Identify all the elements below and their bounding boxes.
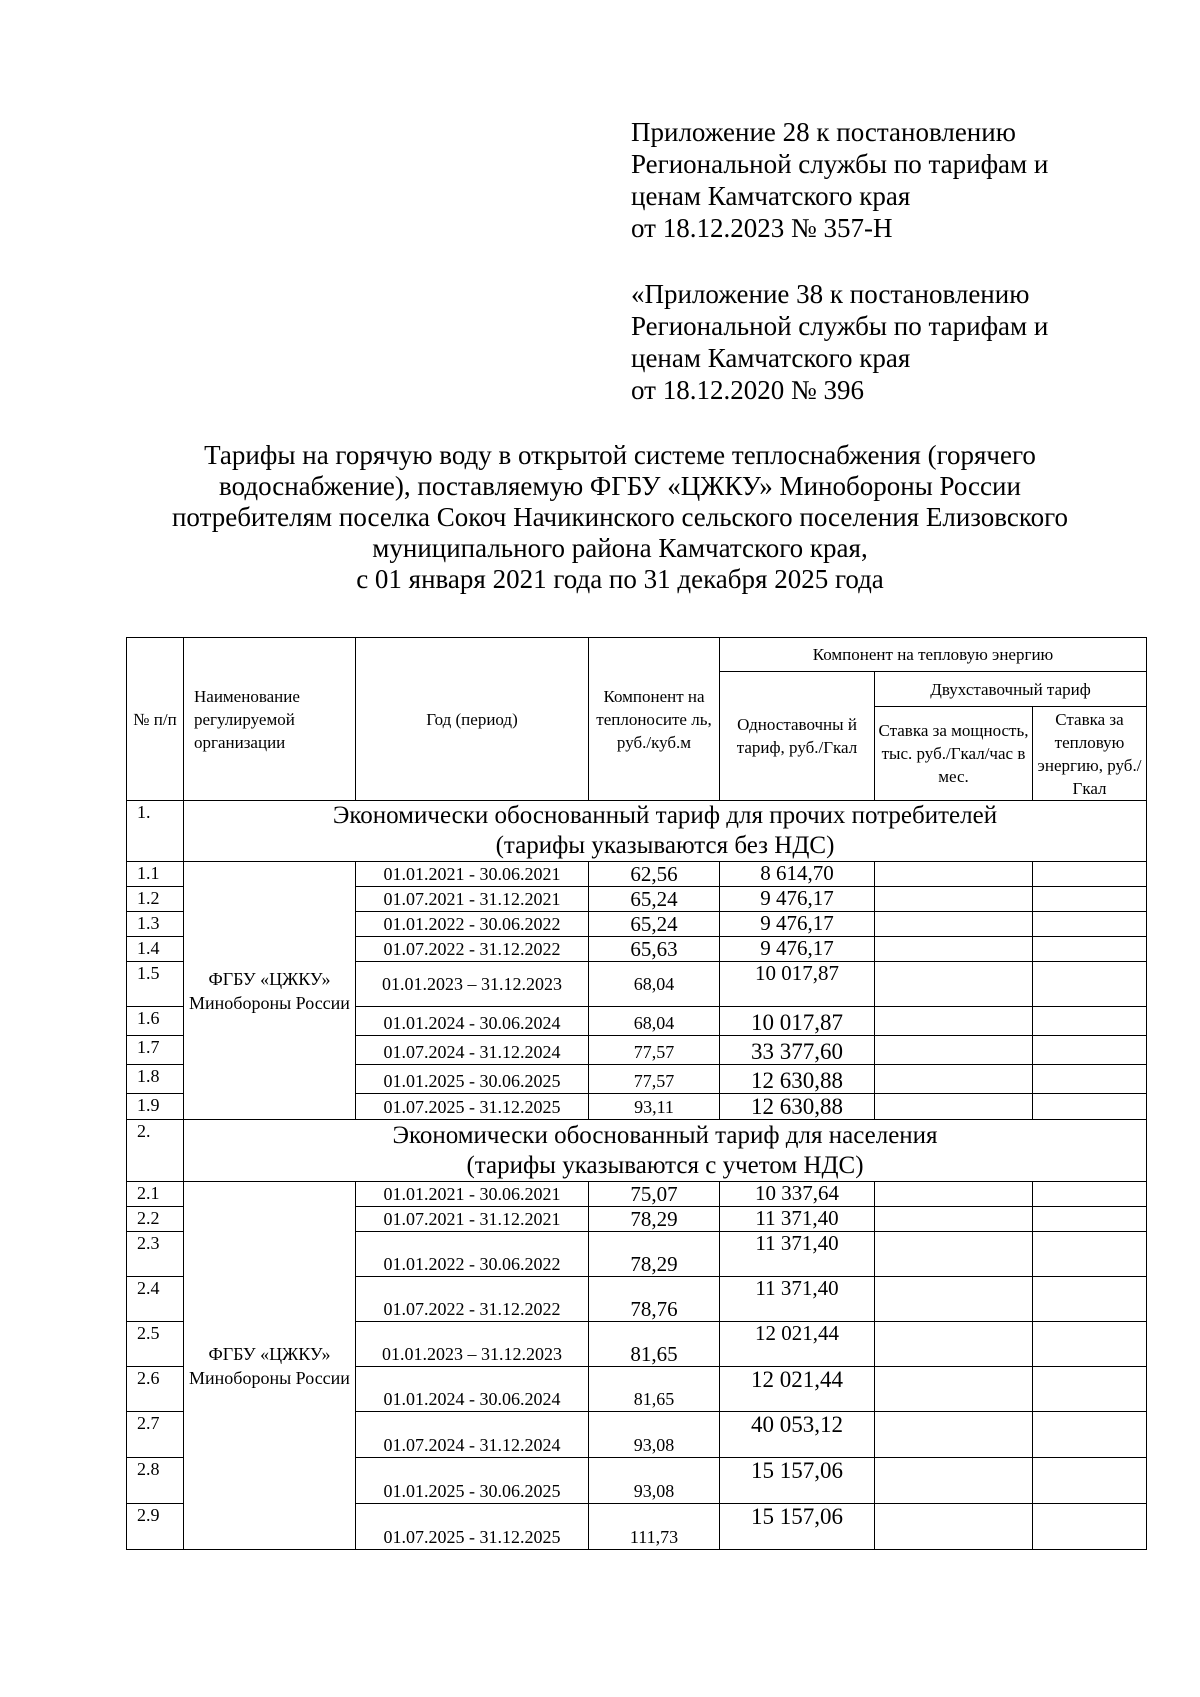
row-num: 2.7 xyxy=(127,1412,184,1458)
row-num: 1.9 xyxy=(127,1094,184,1120)
row-carrier: 75,07 xyxy=(589,1182,720,1207)
appendix-current-line: Региональной службы по тарифам и xyxy=(631,149,1049,179)
row-num: 2.8 xyxy=(127,1458,184,1504)
row-num: 1.8 xyxy=(127,1065,184,1094)
row-capacity xyxy=(875,1182,1033,1207)
row-carrier: 78,76 xyxy=(589,1277,720,1322)
row-carrier: 78,29 xyxy=(589,1232,720,1277)
appendix-current-line: ценам Камчатского края xyxy=(631,181,911,211)
appendix-current-line: от 18.12.2023 № 357-Н xyxy=(631,213,893,243)
row-period: 01.07.2024 - 31.12.2024 xyxy=(356,1036,589,1065)
header-period: Год (период) xyxy=(356,638,589,801)
row-carrier: 68,04 xyxy=(589,962,720,1007)
row-capacity xyxy=(875,1094,1033,1120)
row-period: 01.01.2022 - 30.06.2022 xyxy=(356,912,589,937)
header-heat-component: Компонент на тепловую энергию xyxy=(720,638,1147,672)
row-capacity xyxy=(875,1458,1033,1504)
table-row xyxy=(127,862,1147,887)
row-period: 01.01.2023 – 31.12.2023 xyxy=(356,1322,589,1367)
row-one-part: 10 017,87 xyxy=(720,962,875,1007)
row-capacity xyxy=(875,1367,1033,1412)
row-energy xyxy=(1033,1065,1147,1094)
row-num: 1.4 xyxy=(127,937,184,962)
row-carrier: 93,08 xyxy=(589,1412,720,1458)
row-num: 1.7 xyxy=(127,1036,184,1065)
header-energy-rate: Ставка за тепловую энергию, руб./Гкал xyxy=(1033,707,1147,801)
section-header-row xyxy=(127,1120,1147,1182)
section-title xyxy=(184,1120,1147,1182)
row-capacity xyxy=(875,1277,1033,1322)
appendix-original-line: «Приложение 38 к постановлению xyxy=(631,279,1030,309)
row-num: 2.3 xyxy=(127,1232,184,1277)
row-num: 2.5 xyxy=(127,1322,184,1367)
row-period: 01.07.2021 - 31.12.2021 xyxy=(356,887,589,912)
row-period: 01.07.2024 - 31.12.2024 xyxy=(356,1412,589,1458)
row-capacity xyxy=(875,862,1033,887)
row-carrier: 65,24 xyxy=(589,887,720,912)
row-carrier: 62,56 xyxy=(589,862,720,887)
section-title-line: Экономически обоснованный тариф для прочих потребителей xyxy=(332,802,998,829)
row-capacity xyxy=(875,937,1033,962)
row-capacity xyxy=(875,1322,1033,1367)
row-num: 2.2 xyxy=(127,1207,184,1232)
section-title-line: (тарифы указываются без НДС) xyxy=(495,832,835,859)
row-one-part: 11 371,40 xyxy=(720,1207,875,1232)
section-title-line: Экономически обоснованный тариф для населения xyxy=(392,1121,938,1149)
header-two-part: Двухставочный тариф xyxy=(875,672,1147,707)
row-carrier: 93,11 xyxy=(589,1094,720,1120)
row-carrier: 111,73 xyxy=(589,1504,720,1550)
row-carrier: 77,57 xyxy=(589,1065,720,1094)
appendix-original-line: Региональной службы по тарифам и xyxy=(631,311,1049,341)
row-energy xyxy=(1033,1412,1147,1458)
row-num: 2.1 xyxy=(127,1182,184,1207)
row-period: 01.01.2025 - 30.06.2025 xyxy=(356,1065,589,1094)
document-title xyxy=(100,440,1140,595)
row-one-part: 15 157,06 xyxy=(720,1458,875,1504)
row-energy xyxy=(1033,1207,1147,1232)
header-carrier: Компонент на теплоносите ль, руб./куб.м xyxy=(589,638,720,801)
row-energy xyxy=(1033,937,1147,962)
section-num: 1. xyxy=(127,801,184,862)
row-num: 1.6 xyxy=(127,1007,184,1036)
appendix-original-reference xyxy=(631,278,1151,406)
row-carrier: 77,57 xyxy=(589,1036,720,1065)
row-one-part: 12 630,88 xyxy=(720,1094,875,1120)
tariff-table xyxy=(126,637,1147,1550)
appendix-current-line: Приложение 28 к постановлению xyxy=(631,117,1016,147)
row-num: 2.9 xyxy=(127,1504,184,1550)
row-period: 01.07.2025 - 31.12.2025 xyxy=(356,1094,589,1120)
row-period: 01.01.2024 - 30.06.2024 xyxy=(356,1367,589,1412)
row-carrier: 78,29 xyxy=(589,1207,720,1232)
org-name: ФГБУ «ЦЖКУ» Минобороны России xyxy=(184,862,356,1120)
row-capacity xyxy=(875,1504,1033,1550)
row-energy xyxy=(1033,962,1147,1007)
title-line: водоснабжение), поставляемую ФГБУ «ЦЖКУ» Минобороны России xyxy=(219,471,1021,501)
row-period: 01.01.2023 – 31.12.2023 xyxy=(356,962,589,1007)
title-line: Тарифы на горячую воду в открытой системе теплоснабжения (горячего xyxy=(204,440,1036,470)
row-carrier: 65,63 xyxy=(589,937,720,962)
title-line: с 01 января 2021 года по 31 декабря 2025 года xyxy=(356,564,884,594)
org-name: ФГБУ «ЦЖКУ» Минобороны России xyxy=(184,1182,356,1550)
row-energy xyxy=(1033,887,1147,912)
row-period: 01.07.2022 - 31.12.2022 xyxy=(356,937,589,962)
row-energy xyxy=(1033,1007,1147,1036)
section-title xyxy=(184,801,1147,862)
row-energy xyxy=(1033,1322,1147,1367)
row-one-part: 10 017,87 xyxy=(720,1007,875,1036)
row-one-part: 15 157,06 xyxy=(720,1504,875,1550)
row-capacity xyxy=(875,962,1033,1007)
row-carrier: 81,65 xyxy=(589,1322,720,1367)
header-one-part: Одноставочны й тариф, руб./Гкал xyxy=(720,672,875,801)
row-one-part: 12 021,44 xyxy=(720,1322,875,1367)
row-energy xyxy=(1033,1182,1147,1207)
appendix-current-reference xyxy=(631,116,1151,244)
row-capacity xyxy=(875,1207,1033,1232)
row-one-part: 12 021,44 xyxy=(720,1367,875,1412)
row-num: 2.6 xyxy=(127,1367,184,1412)
section-header-row xyxy=(127,801,1147,862)
row-one-part: 10 337,64 xyxy=(720,1182,875,1207)
row-capacity xyxy=(875,1036,1033,1065)
row-period: 01.01.2021 - 30.06.2021 xyxy=(356,1182,589,1207)
row-energy xyxy=(1033,1458,1147,1504)
row-carrier: 81,65 xyxy=(589,1367,720,1412)
row-energy xyxy=(1033,1094,1147,1120)
row-energy xyxy=(1033,1232,1147,1277)
row-one-part: 33 377,60 xyxy=(720,1036,875,1065)
row-carrier: 93,08 xyxy=(589,1458,720,1504)
row-carrier: 65,24 xyxy=(589,912,720,937)
row-energy xyxy=(1033,1504,1147,1550)
table-row xyxy=(127,1182,1147,1207)
row-capacity xyxy=(875,1007,1033,1036)
appendix-original-line: от 18.12.2020 № 396 xyxy=(631,375,864,405)
row-period: 01.01.2024 - 30.06.2024 xyxy=(356,1007,589,1036)
row-one-part: 11 371,40 xyxy=(720,1232,875,1277)
row-energy xyxy=(1033,862,1147,887)
row-carrier: 68,04 xyxy=(589,1007,720,1036)
row-period: 01.01.2022 - 30.06.2022 xyxy=(356,1232,589,1277)
row-period: 01.01.2021 - 30.06.2021 xyxy=(356,862,589,887)
row-capacity xyxy=(875,887,1033,912)
row-capacity xyxy=(875,1065,1033,1094)
row-num: 1.3 xyxy=(127,912,184,937)
section-num: 2. xyxy=(127,1120,184,1182)
row-energy xyxy=(1033,912,1147,937)
row-num: 1.5 xyxy=(127,962,184,1007)
row-num: 2.4 xyxy=(127,1277,184,1322)
row-one-part: 11 371,40 xyxy=(720,1277,875,1322)
row-energy xyxy=(1033,1277,1147,1322)
row-one-part: 9 476,17 xyxy=(720,937,875,962)
row-energy xyxy=(1033,1036,1147,1065)
title-line: муниципального района Камчатского края, xyxy=(372,533,868,563)
row-period: 01.07.2025 - 31.12.2025 xyxy=(356,1504,589,1550)
row-one-part: 40 053,12 xyxy=(720,1412,875,1458)
row-period: 01.07.2021 - 31.12.2021 xyxy=(356,1207,589,1232)
row-capacity xyxy=(875,1412,1033,1458)
header-num: № п/п xyxy=(127,638,184,801)
row-num: 1.1 xyxy=(127,862,184,887)
row-one-part: 12 630,88 xyxy=(720,1065,875,1094)
section-title-line: (тарифы указываются с учетом НДС) xyxy=(466,1151,864,1179)
row-one-part: 9 476,17 xyxy=(720,912,875,937)
header-row-1 xyxy=(127,638,1147,672)
row-num: 1.2 xyxy=(127,887,184,912)
row-capacity xyxy=(875,912,1033,937)
row-period: 01.01.2025 - 30.06.2025 xyxy=(356,1458,589,1504)
title-line: потребителям поселка Сокоч Начикинского сельского поселения Елизовского xyxy=(171,502,1068,532)
appendix-original-line: ценам Камчатского края xyxy=(631,343,911,373)
row-energy xyxy=(1033,1367,1147,1412)
row-one-part: 8 614,70 xyxy=(720,862,875,887)
row-period: 01.07.2022 - 31.12.2022 xyxy=(356,1277,589,1322)
row-one-part: 9 476,17 xyxy=(720,887,875,912)
row-capacity xyxy=(875,1232,1033,1277)
header-capacity-rate: Ставка за мощность, тыс. руб./Гкал/час в мес. xyxy=(875,707,1033,801)
header-org: Наименование регулируемой организации xyxy=(184,638,356,801)
